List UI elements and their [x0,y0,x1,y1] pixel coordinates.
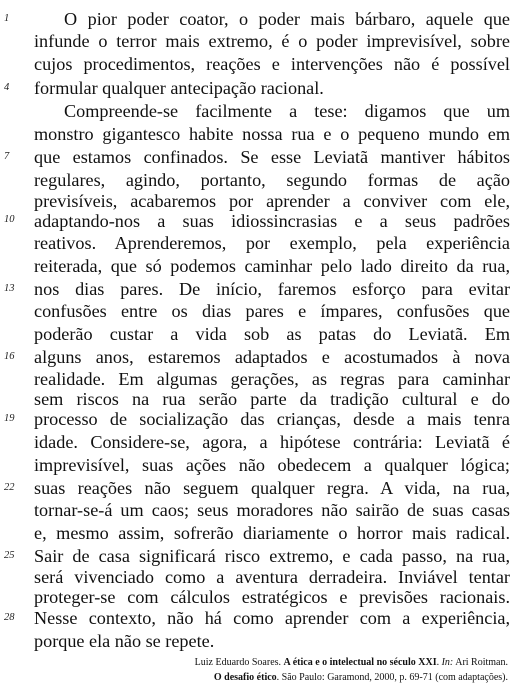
text-line: formular qualquer antecipação racional. [34,78,324,98]
text-line: nos dias pares. De início, faremos esforço para evitar [34,279,510,299]
text-line: Compreende-se facilmente a tese: digamos que um [64,101,510,121]
text-line: imprevisível, suas ações não obedecem a qualquer lógica; [34,455,510,475]
source-publication: . São Paulo: Garamond, 2000, p. 69-71 (com adaptações). [276,672,508,683]
text-line: confusões entre os dias pares e ímpares, confusões que [34,301,510,321]
text-line: adaptando-nos a suas idiossincrasias e a seus padrões [34,211,510,231]
line-number: 1 [4,13,10,24]
text-line: será vivenciado como a aventura derradeira. Inviável tentar [34,567,510,587]
line-number: 22 [4,482,15,493]
line-number: 10 [4,214,15,225]
text-line: suas reações não seguem qualquer regra. A vida, na rua, [34,478,510,498]
text-line: Nesse contexto, não há como aprender com a experiência, [34,608,510,628]
text-line: processo de socialização das crianças, desde a mais tenra [34,409,510,429]
text-line: reiterada, que só podemos caminhar pelo lado direito da rua, [34,256,510,276]
text-line: idade. Considere-se, agora, a hipótese contrária: Leviatã é [34,432,510,452]
text-line: regulares, agindo, portanto, segundo formas de ação [34,170,510,190]
source-book: O desafio ético [213,672,277,683]
source-citation-line-2 [214,671,508,684]
text-line: monstro gigantesco habite nossa rua e o pequeno mundo em [34,124,510,144]
text-line: e, mesmo assim, sofrerão diariamente o horror mais radical. [34,523,510,543]
source-in-label: In: [441,657,454,668]
line-number: 4 [4,82,10,93]
text-line: sem riscos na rua serão parte da tradição cultural e do [34,389,510,409]
line-number: 13 [4,283,15,294]
line-number: 19 [4,413,15,424]
text-line: reativos. Aprenderemos, por exemplo, pela experiência [34,233,510,253]
line-number: 25 [4,550,15,561]
line-number: 28 [4,612,15,623]
source-author: Luiz Eduardo Soares. [194,657,282,668]
line-number: 7 [4,151,10,162]
source-editor: Ari Roitman. [455,657,508,668]
text-line: alguns anos, estaremos adaptados e acostumados à nova [34,347,510,367]
text-line: que estamos confinados. Se esse Leviatã mantiver hábitos [34,147,510,167]
source-title: A ética e o intelectual no século XXI [283,657,437,668]
line-number: 16 [4,351,15,362]
text-line: proteger-se com cálculos estratégicos e previsões racionais. [34,587,510,607]
text-line: cujos procedimentos, reações e intervenções não é possível [34,54,510,74]
text-line: realidade. Em algumas gerações, as regras para caminhar [34,369,510,389]
text-line: O pior poder coator, o poder mais bárbaro, aquele que [64,9,510,29]
text-line: Sair de casa significará risco extremo, e cada passo, na rua, [34,546,510,566]
text-line: infunde o terror mais extremo, é o poder imprevisível, sobre [34,31,510,51]
source-citation-line-1: Luiz Eduardo Soares. A ética e o intelectual no século XXI. In: Ari Roitman. [194,657,508,668]
text-line: poderão custar a vida sob as patas do Leviatã. Em [34,324,510,344]
text-line: porque ela não se repete. [34,631,215,651]
text-line: previsíveis, acabaremos por aprender a conviver com ele, [34,191,510,211]
text-line: tornar-se-á um caos; seus moradores não sairão de suas casas [34,500,510,520]
